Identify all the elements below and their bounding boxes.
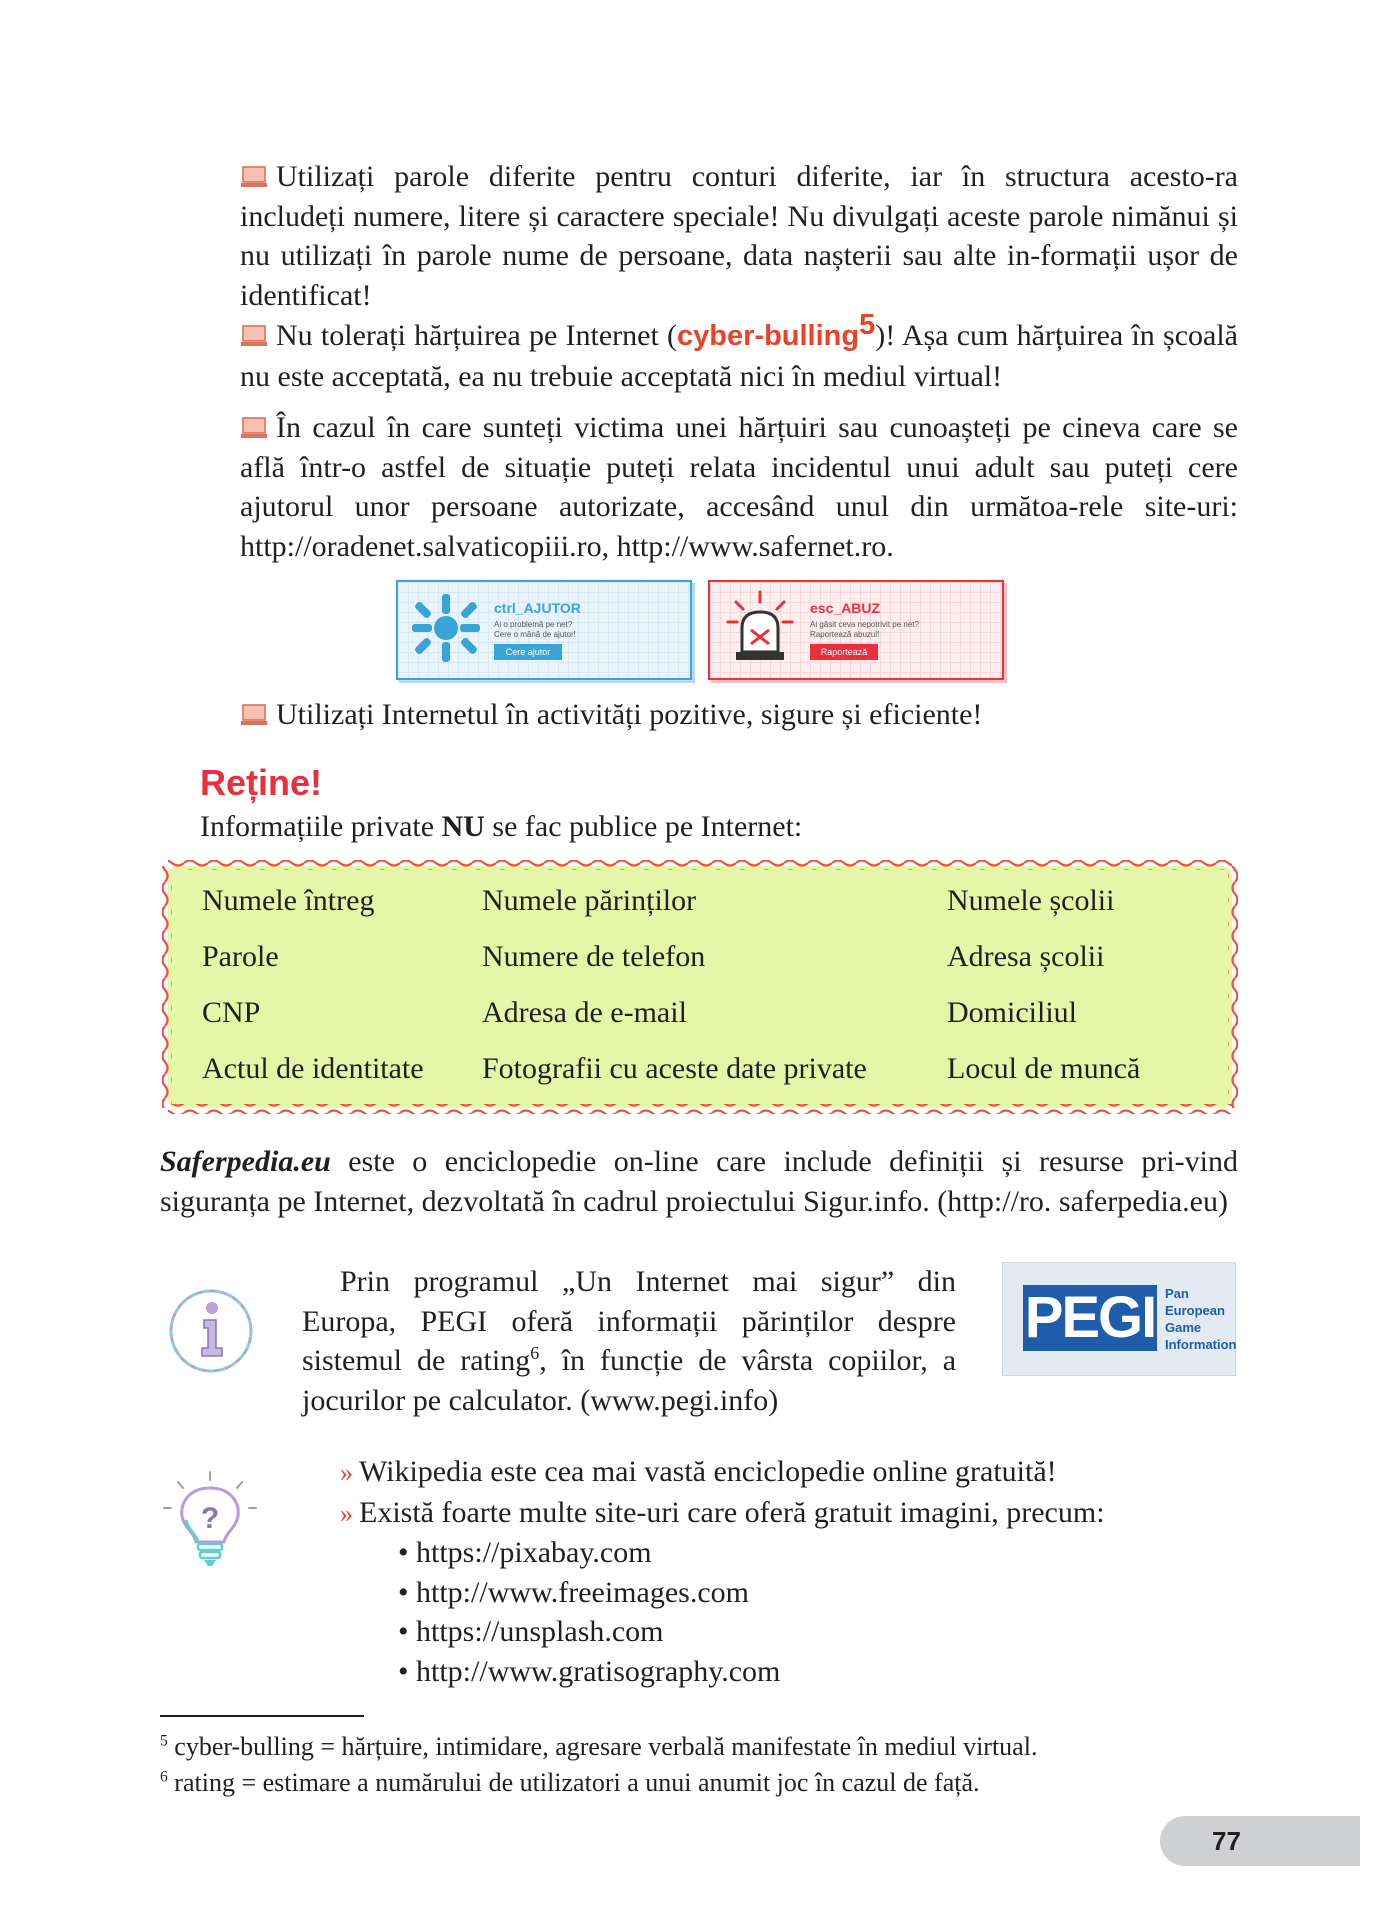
grid-cell: Numele școlii: [947, 884, 1115, 917]
grid-cell: Fotografii cu aceste date private: [482, 1052, 867, 1085]
raporteaza-button[interactable]: Raportează: [810, 644, 878, 660]
footnote-divider: [160, 1715, 364, 1717]
grid-cell: Numele părinților: [482, 884, 697, 917]
pegi-logo-side: Pan European Game Information: [1165, 1286, 1237, 1352]
tip-line: » Wikipedia este cea mai vastă enciclopedie online gratuită!: [340, 1455, 1057, 1488]
link-item[interactable]: • https://unsplash.com: [398, 1615, 664, 1648]
grid-cell: Numere de telefon: [482, 940, 706, 973]
lightbulb-question-icon: [160, 1470, 260, 1580]
info-icon: [166, 1286, 256, 1376]
page-number: 77: [1212, 1826, 1241, 1856]
cere-ajutor-button[interactable]: Cere ajutor: [494, 644, 562, 660]
footnote-ref-5: 5: [859, 309, 876, 341]
laptop-icon: [240, 704, 268, 726]
grid-cell: Actul de identitate: [202, 1052, 424, 1085]
guillemet-icon: »: [340, 1498, 353, 1528]
link-item[interactable]: • http://www.gratisography.com: [398, 1654, 781, 1688]
guillemet-icon: »: [340, 1458, 353, 1487]
footnote-ref-6: 6: [530, 1343, 540, 1363]
pegi-logo: [1002, 1262, 1236, 1376]
esc-abuz-banner[interactable]: esc_ABUZ Ai găsit ceva nepotrivit pe net? Raportează abuzul! Raportează: [708, 580, 1004, 680]
retine-intro: Informațiile private NU se fac publice pe Internet:: [200, 810, 803, 843]
grid-cell: Adresa de e-mail: [482, 996, 687, 1029]
grid-cell: Parole: [202, 940, 279, 973]
footnote-6: $^6$ rating = estimare a numărului de utilizatori a unui anumit joc în cazul de față.: [160, 1768, 980, 1797]
pegi-logo-text: PEGI: [1024, 1285, 1156, 1350]
banner-title: ctrl_AJUTOR: [494, 600, 581, 616]
link-item[interactable]: • https://pixabay.com: [398, 1536, 652, 1569]
banner-title: esc_ABUZ: [810, 600, 881, 616]
laptop-icon: [240, 166, 268, 188]
pegi-paragraph: Prin programul „Un Internet mai sigur” din Europa, PEGI oferă informații părinților despre sistemul de rating$^6$, în funcție de vârsta copiilor, a jocurilor pe calculator. (www.pegi.info): [302, 1265, 957, 1417]
private-info-grid: [202, 873, 1212, 1097]
cyber-bulling-term: cyber-bulling: [677, 320, 860, 352]
svg-text:?: ?: [200, 1502, 220, 1535]
bullet-passwords: Utilizați parole diferite pentru conturi diferite, iar în structura acesto-ra includeți numere, litere și caractere speciale! Nu divulgați aceste parole nimănui și nu utilizați în parole nume de persoane, data nașterii sau alte in-formații ușor de identificat!: [240, 160, 1238, 312]
alarm-icon: [724, 588, 796, 668]
link-item[interactable]: • http://www.freeimages.com: [398, 1575, 749, 1609]
grid-cell: Adresa școlii: [947, 940, 1105, 973]
saferpedia-paragraph: Saferpedia.eu este o enciclopedie on-line care include definiții și resurse pri-vind siguranța pe Internet, dezvoltată în cadrul proiectului Sigur.info. (http://ro. saferpedia.eu): [160, 1145, 1238, 1218]
footnote-5: $^5$ cyber-bulling = hărțuire, intimidare, agresare verbală manifestate în mediul virtual.: [160, 1732, 1038, 1761]
page-number-tab: [1160, 1816, 1360, 1866]
grid-cell: CNP: [202, 996, 261, 1029]
saferpedia-name: Saferpedia.eu: [160, 1145, 331, 1178]
ctrl-ajutor-banner[interactable]: ctrl_AJUTOR Ai o problemă pe net? Cere o mână de ajutor! Cere ajutor: [396, 580, 692, 680]
grid-cell: Domiciliul: [947, 996, 1077, 1029]
grid-cell: Locul de muncă: [947, 1052, 1141, 1085]
laptop-icon: [240, 417, 268, 439]
grid-cell: Numele întreg: [202, 884, 375, 917]
laptop-icon: [240, 325, 268, 347]
hands-circle-icon: [410, 592, 482, 664]
bullet-positive: Utilizați Internetul în activități pozitive, sigure și eficiente!: [240, 695, 1238, 735]
bullet-victim: În cazul în care sunteți victima unei hărțuiri sau cunoașteți pe cineva care se află într-o astfel de situație puteți relata incidentul unui adult sau puteți cere ajutorul unor persoane autorizate, accesând unul din următoa-rele site-uri: http://oradenet.salvaticopiii.ro, http://www.safernet.ro.: [240, 411, 1238, 563]
tips-list: [340, 1452, 1240, 1691]
bullet-cyberbullying: Nu tolerați hărțuirea pe Internet (cyber-bulling$^5$)! Așa cum hărțuirea în școală nu este acceptată, ea nu trebuie acceptată nici în mediul virtual!: [240, 309, 1238, 393]
retine-heading: Reține!: [200, 762, 323, 803]
tip-line: » Există foarte multe site-uri care oferă gratuit imagini, precum:: [340, 1495, 1105, 1529]
